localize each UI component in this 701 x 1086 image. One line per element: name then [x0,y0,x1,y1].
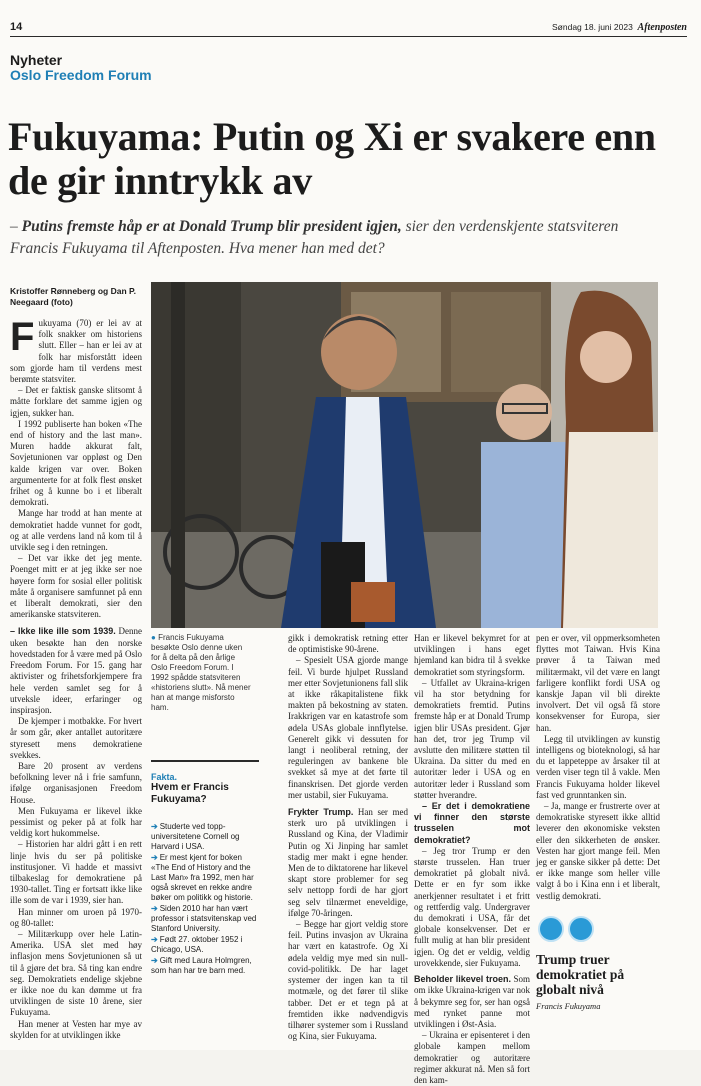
paragraph: – Ukraina er episenteret i den globale kampen mellom demokratier og autoritære regimer akkurat nå. Men så fort den kam- [414,1030,530,1085]
paragraph: – Begge har gjort veldig store feil. Putins invasjon av Ukraina har vært en katastrofe. Og Xi ødela veldig mye med sin null-covid-politikk. De har laget systemer der ingen kan ta til motmæle, og det fører til slike tabber. Det er et tegn på at fremtiden ikke nødvendigvis tilhører systemer som i Russland og Kina, sier Fukuyama. [288,919,408,1042]
fact-item [151,822,259,852]
section-subtitle: Oslo Freedom Forum [10,67,152,83]
subheading-paragraph [10,626,142,716]
fact-box-question: Hvem er Francis Fukuyama? [151,782,229,805]
fact-item [151,935,259,955]
paragraph: I 1992 publiserte han boken «The end of history and the last man». Muren hadde akkurat falt, Sovjetunionen var oppløst og Den kalde krigen var over. Boken argumenterte for at folk flest ønsket frihet og å kunne bo i et liberalt demokrati. [10,418,142,508]
paragraph: – Det var ikke det jeg mente. Poenget mitt er at jeg ikke ser noe høyere form for sosial eller politisk måte å organisere samfunnet på enn et liberalt demokrati, sier den amerikanske statsviteren. [10,553,142,620]
fact-item [151,956,259,976]
subheading-paragraph [288,807,408,919]
fact-box-label: Fakta. [151,772,178,782]
arrow-icon: ➔ [151,956,158,965]
paragraph: ukuyama (70) er lei av at folk snakker om historiens slutt. Eller – han er lei av at folk har misforstått ideen som gjorde ham til verdens mest berømte statsviter. [10,318,142,385]
pull-quote-attribution: Francis Fukuyama [536,1001,601,1011]
paragraph: – Historien har aldri gått i en rett linje hvis du ser på politiske institusjoner. Vi hadde et massivt tilbakeslag for demokratiene på 1930-tallet. Ting er fortsatt ikke like ille som de var i 1939, sier han. [10,839,142,906]
fact-text: Siden 2010 har han vært professor i statsvitenskap ved Stanford University. [151,904,257,933]
paragraph: – Ja, mange er frustrerte over at demokratiske styresett ikke alltid leverer den økonomiske veksten eller den sikkerheten de ønsker. Vesten har gjort mange feil. Men jeg er ganske sikker på dette: Det er ikke mange som heller ville valgt å bo i Kina enn i et liberalt, vestlig demokrati. [536,801,660,901]
paragraph: – Det er faktisk ganske slitsomt å måtte forklare det samme igjen og igjen, sukker han. [10,385,142,418]
fact-text: Født 27. oktober 1952 i Chicago, USA. [151,935,243,954]
caption-text: Francis Fukuyama besøkte Oslo denne uken for å delta på den årlige Oslo Freedom Forum. I 1992 spådde statsviteren «historiens slutt». Nå mener han at mange misforsto ham. [151,633,251,712]
article-column-1 [10,315,142,1041]
paragraph: – Jeg tror Trump er den største trusselen. Han truer demokratiet på globalt nivå. Dette er en fyr som ikke anerkjenner resultatet i et fritt og rettferdig valg. Undergraver du demokrati i USA, får det globale konsekvenser. Det er fullt mulig at han blir president igjen. Og det er veldig, veldig urovekkende, sier Fukuyama. [414,845,530,968]
paragraph-text: Som om ikke Ukraina-krigen var nok å bekymre seg for, ser han også med rynket panne mot utviklingen i Øst-Asia. [414,974,530,1029]
caption-marker: ● [151,633,156,642]
paragraph: De kjemper i motbakke. For hvert år som går, øker antallet autoritære styresett mens demokratiene svekkes. [10,716,142,760]
page-header [10,20,687,37]
quote-dots-icon [538,916,598,942]
arrow-icon: ➔ [151,853,158,862]
arrow-icon: ➔ [151,822,158,831]
lead-paragraph [10,216,670,260]
article-photo [151,282,658,628]
fact-text: Gift med Laura Holmgren, som han har tre barn med. [151,956,252,975]
headline: Fukuyama: Putin og Xi er svakere enn de gir inntrykk av [8,114,656,203]
fact-box [151,760,259,977]
paragraph: pen er over, vil oppmerksomheten flyttes mot Taiwan. Hvis Kina prøver å ta Taiwan med militærmakt, vil det være en langt farligere konflikt fordi USA og kanskje Japan vil bli direkte involvert. Det vil også få store konsekvenser for Europa, sier han. [536,633,660,733]
fact-list [151,822,259,976]
paragraph: gikk i demokratisk retning etter de optimistiske 90-årene. [288,633,408,655]
fact-item [151,853,259,903]
interview-question: – Er det i demokratiene vi finner den største trusselen mot demokratiet? [414,801,530,845]
paragraph: – Utfallet av Ukraina-krigen vil ha stor betydning for demokratiets fremtid. Putins fremste håp er at Donald Trump igjen blir USAs president. Gjør han det, tror jeg Trump vil avslutte den militære støtten til Ukraina. Da sitter du med en autoritær leder i USA og en autoritær leder i Russland som støtter hverandre. [414,677,530,800]
paragraph-text: Denne uken besøkte han den norske hovedstaden for å være med på Oslo Freedom Forum. For 15. gang har aktivister og frihetsforkjempere fra hele verden samlet seg for å utveksle ideer, erfaringer og inspirasjon. [10,626,142,715]
fact-text: Studerte ved topp-universitetene Cornell og Harvard i USA. [151,822,240,851]
arrow-icon: ➔ [151,935,158,944]
masthead: Aftenposten [637,22,687,33]
paragraph: Legg til utviklingen av kunstig intelligens og bioteknologi, så har du et lappeteppe av årsaker til at verden viser tegn til å vakle. Men Francis Fukuyama holder likevel fast ved grunntanken sin. [536,733,660,800]
photo-caption [151,633,251,713]
pull-quote: Trump truer demokratiet på globalt nivå [536,952,625,997]
lead-bold: Putins fremste håp er at Donald Trump blir president igjen, [21,218,402,235]
article-column-4 [414,633,530,1086]
paragraph: Han minner om uroen på 1970- og 80-tallet: [10,906,142,928]
paragraph: – Spesielt USA gjorde mange feil. Vi burde hjulpet Russland mer etter Sovjetunionens fall slik at ikke råkapitalistene fikk makten på bekostning av staten. Irakkrigen var en katastrofe som ødela USAs globale innflytelse. Generelt gikk vi dessuten for langt i neoliberal retning, der reguleringen av bankene ble svekket så mye at det førte til finanskrisen. Det gjorde verden mer ustabil, sier Fukuyama. [288,655,408,800]
paragraph: Han er likevel bekymret for at utviklingen i hans eget hjemland kan bidra til å svekke demokratiet som styringsform. [414,633,530,677]
arrow-icon: ➔ [151,904,158,913]
subheading-paragraph [414,974,530,1030]
date: Søndag 18. juni 2023 [552,22,633,32]
paragraph-text: Han ser med sterk uro på utviklingen i Russland og Kina, der Vladimir Putin og Xi Jinping har samlet stadig mer makt i egne hender. Men de to diktatorene har likevel skapt store problemer for seg selv nettopp fordi de har gjort seg selv tilnærmet eneveldige, ifølge 70-åringen. [288,807,408,918]
subheading: – Ikke like ille som 1939. [10,626,116,637]
subheading: Frykter Trump. [288,807,354,818]
paragraph: Bare 20 prosent av verdens befolkning lever nå i frie samfunn, ifølge organisasjonen Freedom House. [10,760,142,805]
fact-item [151,904,259,934]
byline: Kristoffer Rønneberg og Dan P. Neegaard (foto) [10,286,136,307]
lead-rest: sier den verdenskjente statsviteren Francis Fukuyama til Aftenposten. Hva mener han med det? [10,218,619,257]
paragraph: Mange har trodd at han mente at demokratiet hadde vunnet for godt, og at alle verdens land nå kom til å utvikle seg i den retningen. [10,508,142,553]
lead-dash: – [10,218,22,235]
paragraph: – Militærkupp over hele Latin-Amerika. USA slet med høy inflasjon mens Sovjetunionen så ut til å gjøre det bra. Så ting kan endre seg. Demokratiets endelige skjebne er ikke noe du kan dømme ut fra utviklingen de siste 10 årene, sier Fukuyama. [10,928,142,1018]
article-column-5 [536,633,660,902]
dateline [552,22,687,33]
fact-text: Er mest kjent for boken «The End of History and the Last Man» fra 1992, men har også skrevet en rekke andre bøker om politikk og historie. [151,853,254,902]
section-title: Nyheter [10,52,63,68]
subheading: Beholder likevel troen. [414,974,511,985]
drop-cap: F [10,315,35,359]
dot [568,916,594,942]
paragraph: Men Fukuyama er likevel ikke pessimist og peker på at folk har veldig kort hukommelse. [10,805,142,839]
photo-illustration [151,282,658,628]
paragraph: Han mener at Vesten har mye av skylden for at utviklingen ikke [10,1018,142,1040]
dot [538,916,564,942]
article-column-3 [288,633,408,1042]
page-number: 14 [10,21,23,33]
